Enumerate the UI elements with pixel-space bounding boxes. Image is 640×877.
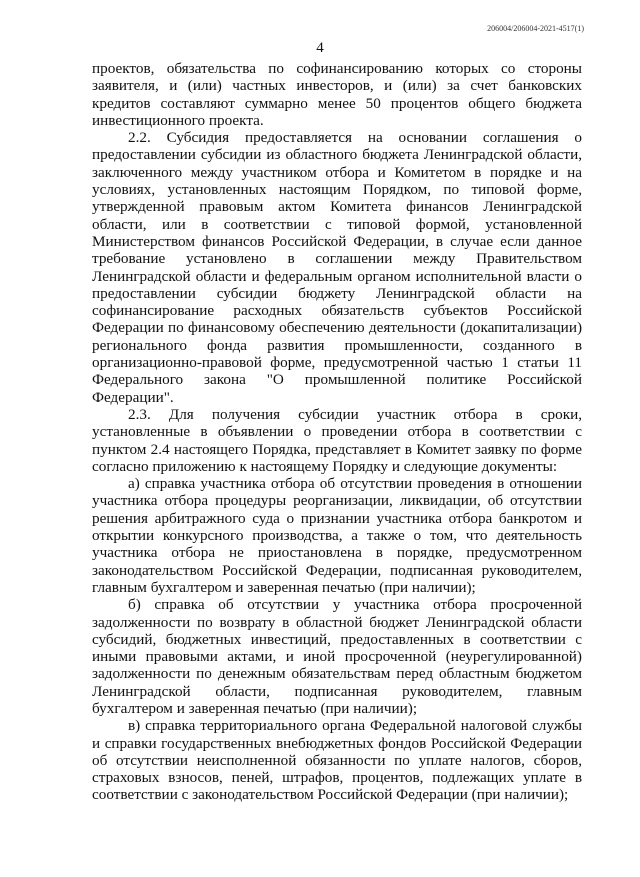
paragraph-continuation: проектов, обязательства по софинансированию которых со стороны заявителя, и (или) частных инвесторов, и (или) за счет банковских кредитов составляют суммарно менее 50 процентов общего бюджета инвестиционного проекта. xyxy=(92,60,582,129)
list-item-a: а) справка участника отбора об отсутствии проведения в отношении участника отбора процедуры реорганизации, ликвидации, об отсутствии решения арбитражного суда о признании участника отбора банкротом и открытии конкурсного производства, а также о том, что деятельность участника отбора не приостановлена в порядке, предусмотренном законодательством Российской Федерации, подписанная руководителем, главным бухгалтером и заверенная печатью (при наличии); xyxy=(92,475,582,596)
paragraph-2-3: 2.3. Для получения субсидии участник отбора в сроки, установленные в объявлении о проведении отбора в соответствии с пунктом 2.4 настоящего Порядка, представляет в Комитет заявку по форме согласно приложению к настоящему Порядку и следующие документы: xyxy=(92,405,582,475)
page-number: 4 xyxy=(316,40,324,56)
document-registration-number: 206004/206004-2021-4517(1) xyxy=(487,24,584,33)
document-body xyxy=(92,60,582,804)
paragraph-2-2: 2.2. Субсидия предоставляется на основании соглашения о предоставлении субсидии из областного бюджета Ленинградской области, заключенного между участником отбора и Комитетом в порядке и на условиях, установленных настоящим Порядком, по типовой форме, утвержденной правовым актом Комитета финансов Ленинградской области, или в соответствии с типовой формой, установленной Министерством финансов Российской Федерации, в случае если данное требование установлено в соглашении между Правительством Ленинградской области и федеральным органом исполнительной власти о предоставлении субсидии бюджету Ленинградской области на софинансирование расходных обязательств субъектов Российской Федерации по финансовому обеспечению деятельности (докапитализации) регионального фонда развития промышленности, созданного в организационно-правовой форме, предусмотренной частью 1 статьи 11 Федерального закона "О промышленной политике Российской Федерации". xyxy=(92,129,582,406)
list-item-v: в) справка территориального органа Федеральной налоговой службы и справки государственных внебюджетных фондов Российской Федерации об отсутствии неисполненной обязанности по уплате налогов, сборов, страховых взносов, пеней, штрафов, процентов, подлежащих уплате в соответствии с законодательством Российской Федерации (при наличии); xyxy=(92,717,582,804)
list-item-b: б) справка об отсутствии у участника отбора просроченной задолженности по возврату в областной бюджет Ленинградской области субсидий, бюджетных инвестиций, предоставленных в соответствии с иными правовыми актами, и иной просроченной (неурегулированной) задолженности по денежным обязательствам перед областным бюджетом Ленинградской области, подписанная руководителем, главным бухгалтером и заверенная печатью (при наличии); xyxy=(92,596,582,717)
